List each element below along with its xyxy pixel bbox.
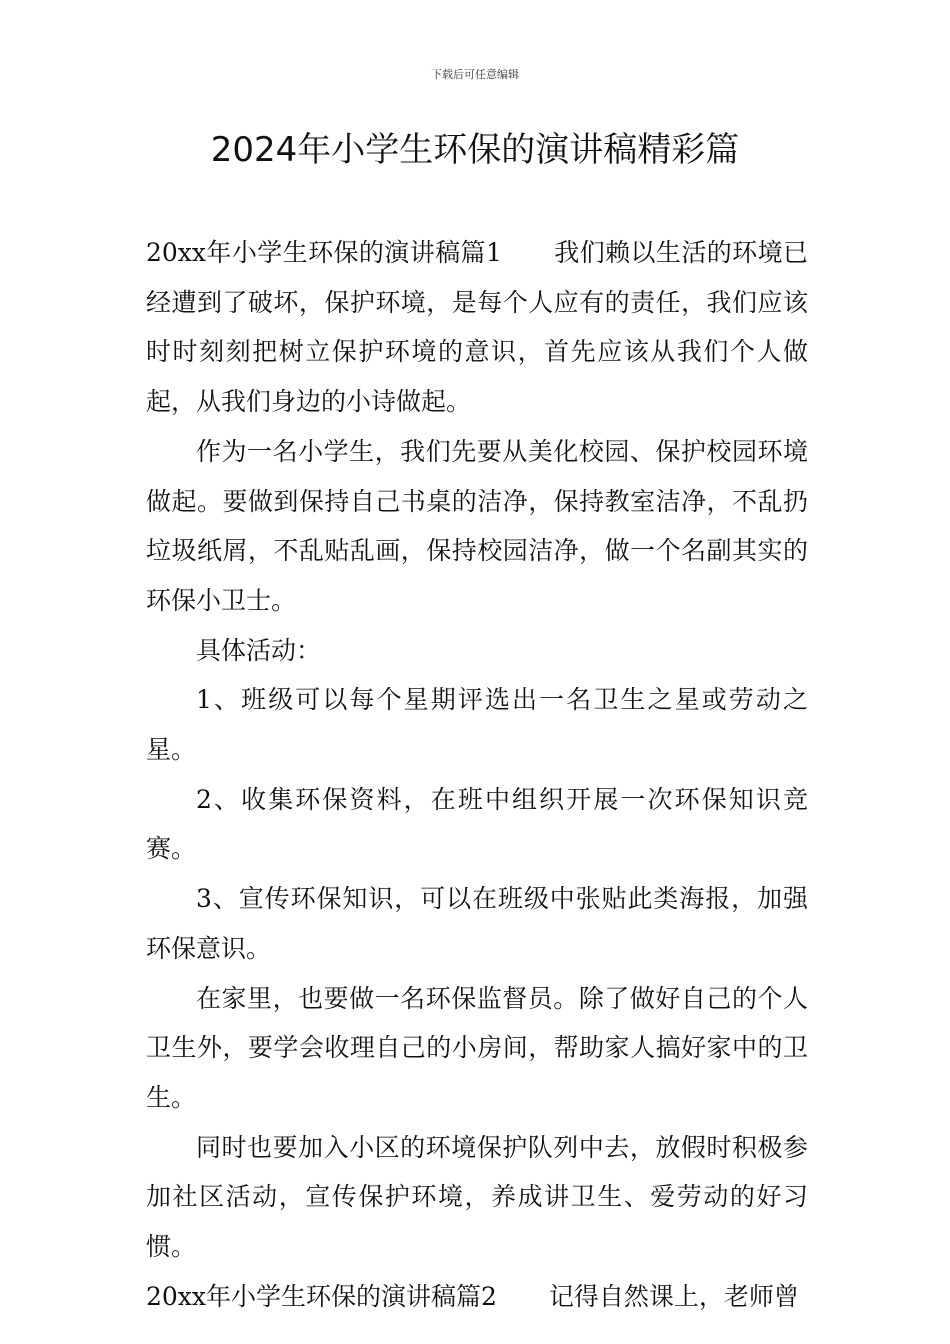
- section-1-paragraph: [146, 228, 808, 427]
- list-item-3: 3、宣传环保知识，可以在班级中张贴此类海报，加强环保意识。: [146, 884, 808, 963]
- section-1-heading: 20xx年小学生环保的演讲稿篇1: [146, 238, 502, 267]
- section-2-text: 记得自然课上，老师曾: [548, 1281, 799, 1311]
- list-item-1: 1、班级可以每个星期评选出一名卫生之星或劳动之星。: [146, 685, 808, 765]
- paragraph-activities-label: 具体活动：: [196, 635, 322, 665]
- header-note: 下载后可任意编辑: [431, 68, 519, 81]
- paragraph-community: 同时也要加入小区的环境保护队列中去，放假时积极参加社区活动，宣传保护环境，养成讲卫生、爱劳动的好习惯。: [146, 1132, 808, 1262]
- section-1-text: 我们赖以生活的环境已经遭到了破坏，保护环境，是每个人应有的责任，我们应该时时刻刻把树立保护环境的意识，首先应该从我们个人做起，从我们身边的小诗做起。: [146, 238, 808, 417]
- list-item-2: 2、收集环保资料，在班中组织开展一次环保知识竞赛。: [146, 784, 808, 864]
- section-2-heading: 20xx年小学生环保的演讲稿篇2: [146, 1281, 497, 1311]
- document-body: [146, 228, 808, 1321]
- paragraph-home: 在家里，也要做一名环保监督员。除了做好自己的个人卫生外，要学会收理自己的小房间，帮助家人搞好家中的卫生。: [146, 983, 808, 1112]
- document-title: 2024年小学生环保的演讲稿精彩篇: [210, 130, 740, 170]
- paragraph-school: 作为一名小学生，我们先要从美化校园、保护校园环境做起。要做到保持自己书桌的洁净，保持教室洁净，不乱扔垃圾纸屑，不乱贴乱画，保持校园洁净，做一个名副其实的环保小卫士。: [146, 436, 808, 615]
- section-2-paragraph: [146, 1272, 808, 1322]
